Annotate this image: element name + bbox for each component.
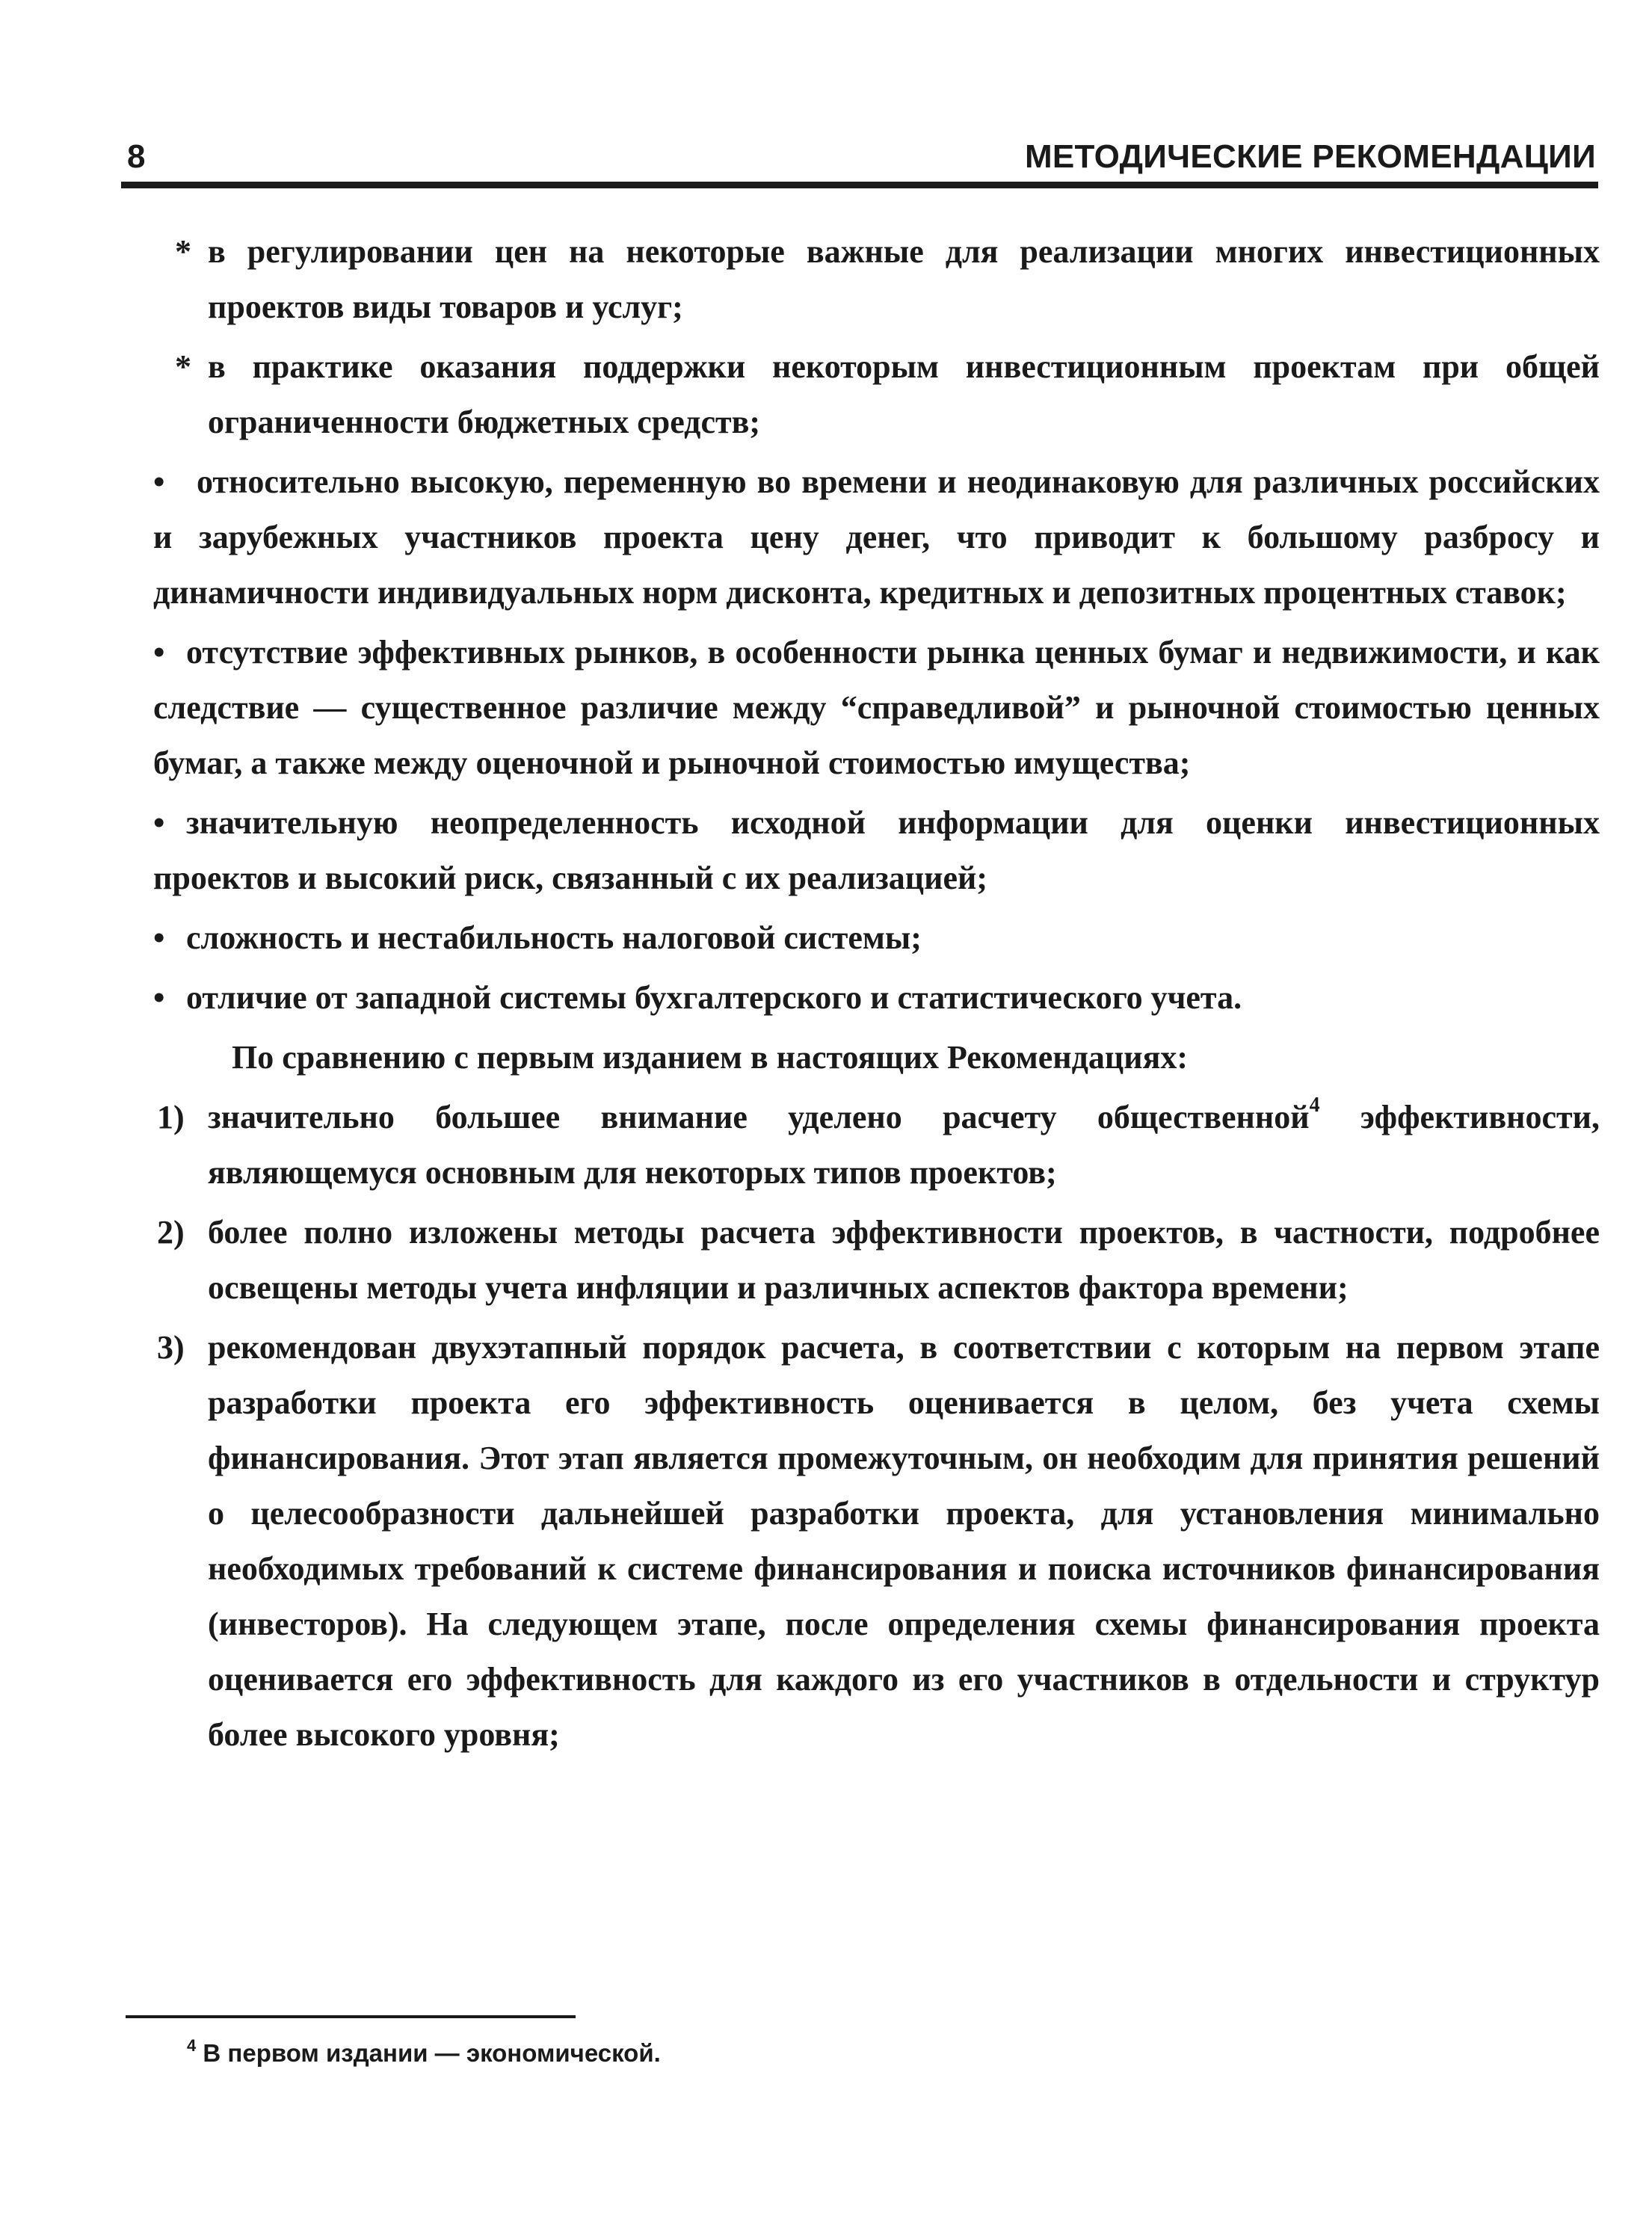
numbered-list-item bbox=[157, 1090, 1600, 1200]
bullet-list-item bbox=[153, 454, 1600, 620]
bullet-marker: • bbox=[153, 463, 165, 500]
bullet-marker: • bbox=[153, 979, 165, 1016]
numbered-list-item bbox=[157, 1205, 1600, 1316]
star-list-item bbox=[157, 339, 1600, 450]
header-rule bbox=[121, 182, 1598, 188]
number-marker: 3) bbox=[157, 1329, 185, 1366]
list-item-text: значительную неопределенность исходной информации для оценки инвестиционных проектов и высокий риск, связанный с их реализацией; bbox=[153, 804, 1600, 896]
footnote-number: 4 bbox=[187, 2036, 197, 2055]
star-list-item bbox=[157, 224, 1600, 335]
list-item-text: эффективности, являющемуся основным для некоторых типов проектов; bbox=[208, 1099, 1600, 1191]
star-marker: * bbox=[175, 348, 191, 385]
list-item-text: сложность и нестабильность налоговой системы; bbox=[186, 919, 922, 956]
intro-paragraph: По сравнению с первым изданием в настоящих Рекомендациях: bbox=[232, 1039, 1189, 1076]
list-item-text: в регулировании цен на некоторые важные для реализации многих инвестиционных проектов виды товаров и услуг; bbox=[208, 233, 1600, 325]
bullet-list-item bbox=[153, 910, 1600, 966]
body-text bbox=[153, 224, 1600, 1767]
numbered-list-item bbox=[157, 1320, 1600, 1763]
list-item-text: рекомендован двухэтапный порядок расчета, в соответствии с которым на первом этапе разработки проекта его эффективность оценивается в целом, без учета схемы финансирования. Этот этап является промежуточным, он необходим для принятия решений о целесообразности дальнейшей разработки проекта, для установления минимально необходимых требований к системе финансирования и поиска источников финансирования (инвесторов). На следующем этапе, после определения схемы финансирования проекта оценивается его эффективность для каждого из его участников в отдельности и структур более высокого уровня; bbox=[208, 1329, 1600, 1753]
list-item-text: относительно высокую, переменную во времени и неодинаковую для различных российских и зарубежных участников проекта цену денег, что приводит к большому разбросу и динамичности индивидуальных норм дисконта, кредитных и депозитных процентных ставок; bbox=[153, 463, 1600, 611]
footnote bbox=[187, 2035, 1532, 2072]
bullet-marker: • bbox=[153, 634, 165, 670]
list-item-text: в практике оказания поддержки некоторым инвестиционным проектам при общей ограниченности бюджетных средств; bbox=[208, 348, 1600, 440]
star-marker: * bbox=[175, 233, 191, 270]
footnote-separator bbox=[126, 2015, 576, 2018]
number-marker: 1) bbox=[157, 1099, 185, 1135]
list-item-text: более полно изложены методы расчета эффективности проектов, в частности, подробнее освещены методы учета инфляции и различных аспектов фактора времени; bbox=[208, 1214, 1600, 1306]
list-item-text: отличие от западной системы бухгалтерского и статистического учета. bbox=[186, 979, 1242, 1016]
bullet-list-item bbox=[153, 970, 1600, 1026]
bullet-marker: • bbox=[153, 804, 165, 841]
bullet-list-item bbox=[153, 795, 1600, 906]
list-item-text: отсутствие эффективных рынков, в особенности рынка ценных бумаг и недвижимости, и как следствие — существенное различие между “справедливой” и рыночной стоимостью ценных бумаг, а также между оценочной и рыночной стоимостью имущества; bbox=[153, 634, 1600, 781]
number-marker: 2) bbox=[157, 1214, 185, 1251]
bullet-marker: • bbox=[153, 919, 165, 956]
bullet-list-item bbox=[153, 625, 1600, 791]
running-head bbox=[127, 135, 1596, 179]
section-title: МЕТОДИЧЕСКИЕ РЕКОМЕНДАЦИИ bbox=[1024, 138, 1596, 175]
footnote-reference[interactable]: 4 bbox=[1309, 1094, 1320, 1117]
footnote-text: В первом издании — экономической. bbox=[196, 2039, 661, 2067]
page-number: 8 bbox=[127, 138, 146, 175]
list-item-text: значительно большее внимание уделено расчету общественной bbox=[208, 1099, 1310, 1135]
